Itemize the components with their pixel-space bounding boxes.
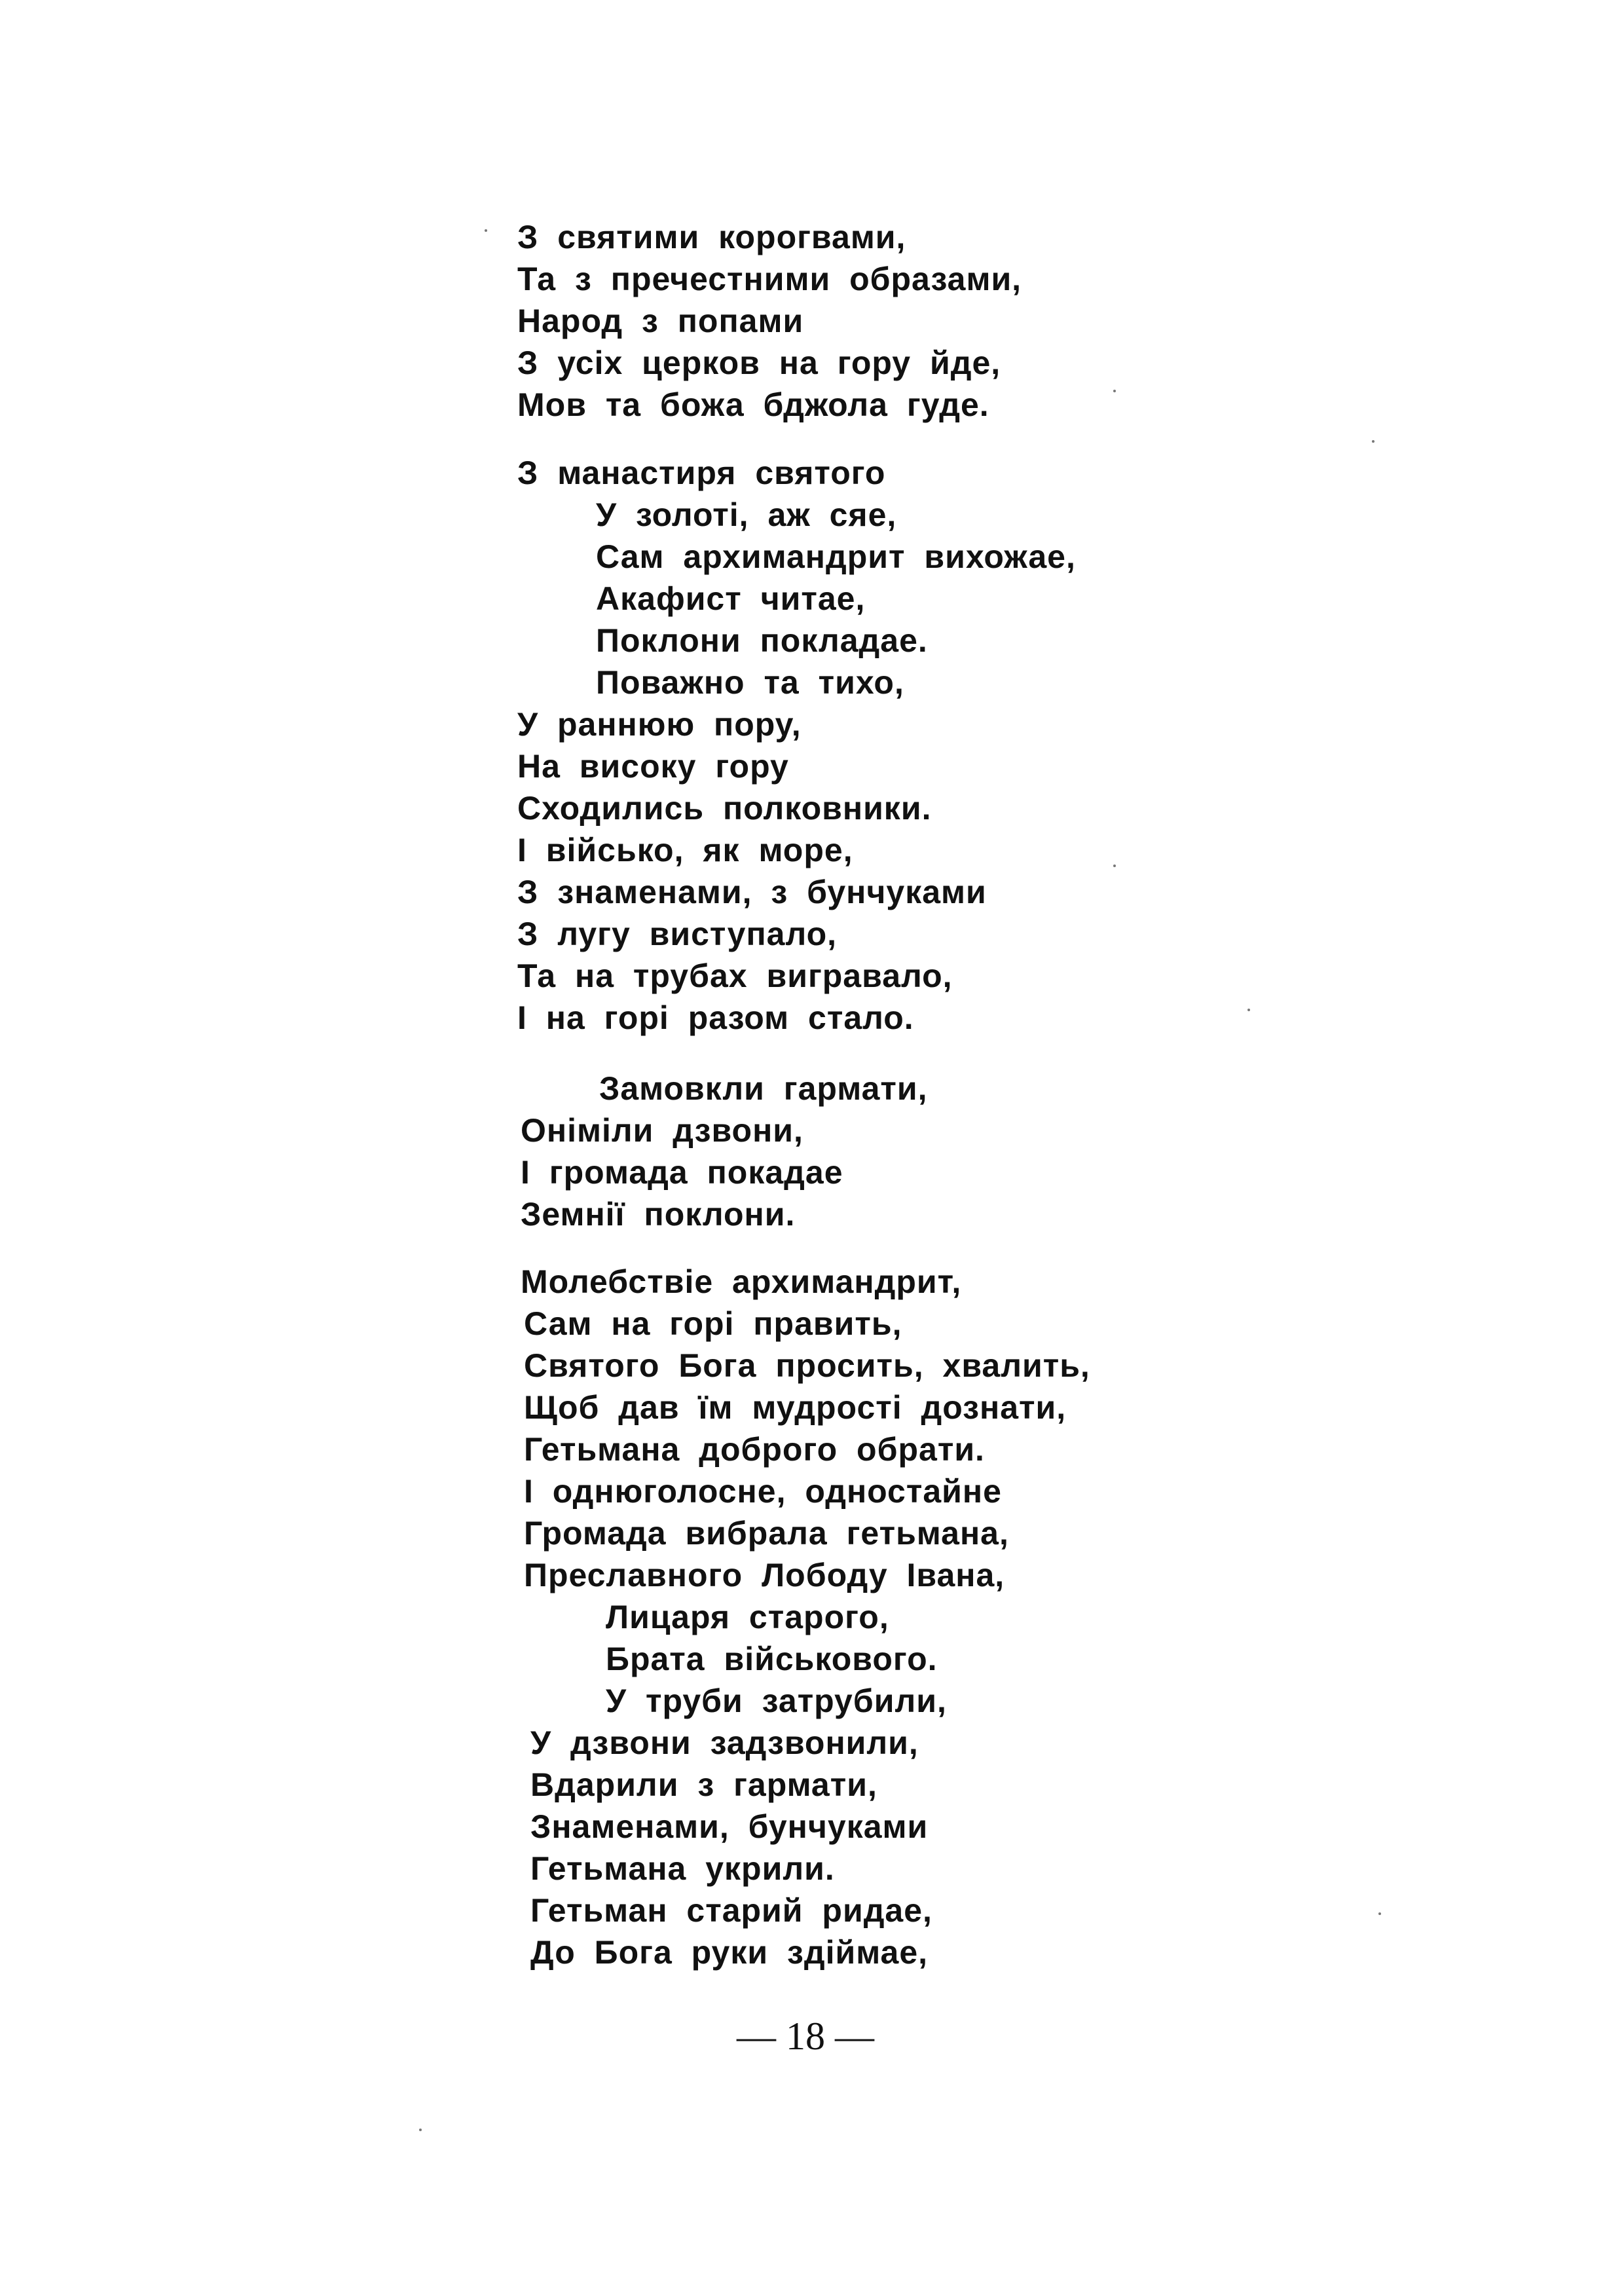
page-number: — 18 — bbox=[737, 2015, 874, 2058]
poem-line: Гетьман старий ридае, bbox=[530, 1892, 932, 1929]
poem-line: На високу гору bbox=[517, 748, 789, 785]
poem-line: І громада покадае bbox=[521, 1154, 843, 1191]
poem-line: Та з пречестними образами, bbox=[517, 261, 1022, 297]
poem-line: Сам на горі править, bbox=[524, 1305, 902, 1342]
poem-line: Преславного Лободу Івана, bbox=[524, 1557, 1005, 1593]
poem-line: Гетьмана доброго обрати. bbox=[524, 1431, 985, 1468]
poem-line: Мов та божа бджола гуде. bbox=[517, 386, 989, 423]
poem-line: Знаменами, бунчуками bbox=[530, 1808, 929, 1845]
poem-line: Поклони покладае. bbox=[596, 622, 928, 659]
poem-line: З усіх церков на гору йде, bbox=[517, 344, 1001, 381]
scan-speck bbox=[1247, 1009, 1250, 1011]
scan-speck bbox=[485, 229, 487, 232]
poem-line: І військо, як море, bbox=[517, 832, 853, 868]
poem-line: Сам архимандрит вихожае, bbox=[596, 538, 1076, 575]
poem-line: Поважно та тихо, bbox=[596, 664, 904, 701]
poem-line: Акафист читае, bbox=[596, 580, 866, 617]
poem-line: Святого Бога просить, хвалить, bbox=[524, 1347, 1090, 1384]
poem-line: Вдарили з гармати, bbox=[530, 1766, 877, 1803]
poem-line: Оніміли дзвони, bbox=[521, 1112, 803, 1149]
poem-line: Сходились полковники. bbox=[517, 790, 932, 827]
poem-line: З лугу виступало, bbox=[517, 916, 838, 952]
scan-speck bbox=[1113, 390, 1116, 392]
poem-line: У труби затрубили, bbox=[606, 1683, 947, 1719]
poem-line: І на горі разом стало. bbox=[517, 999, 914, 1036]
poem-line: Молебствіе архимандрит, bbox=[521, 1263, 962, 1300]
scan-speck bbox=[1378, 1912, 1381, 1915]
poem-line: Народ з попами bbox=[517, 303, 804, 339]
poem-line: Брата військового. bbox=[606, 1641, 938, 1677]
poem-line: Замовкли гармати, bbox=[599, 1070, 928, 1107]
poem-line: Щоб дав їм мудрості дознати, bbox=[524, 1389, 1067, 1426]
poem-line: І однюголосне, одностайне bbox=[524, 1473, 1002, 1510]
poem-line: У золоті, аж сяе, bbox=[596, 496, 897, 533]
poem-line: У раннюю пору, bbox=[517, 706, 802, 743]
scan-speck bbox=[1113, 865, 1116, 867]
poem-line: У дзвони задзвонили, bbox=[530, 1724, 919, 1761]
scan-speck bbox=[419, 2129, 422, 2131]
poem-line: Гетьмана укрили. bbox=[530, 1850, 835, 1887]
poem-line: Та на трубах вигравало, bbox=[517, 958, 953, 994]
scan-speck bbox=[1372, 440, 1375, 443]
poem-line: Земнії поклони. bbox=[521, 1196, 796, 1233]
poem-line: З знаменами, з бунчуками bbox=[517, 874, 987, 910]
poem-line: З святими корогвами, bbox=[517, 219, 906, 255]
poem-line: До Бога руки здіймае, bbox=[530, 1934, 929, 1971]
poem-line: Громада вибрала гетьмана, bbox=[524, 1515, 1009, 1552]
poem-line: Лицаря старого, bbox=[606, 1599, 889, 1635]
poem-line: З манастиря святого bbox=[517, 455, 886, 491]
